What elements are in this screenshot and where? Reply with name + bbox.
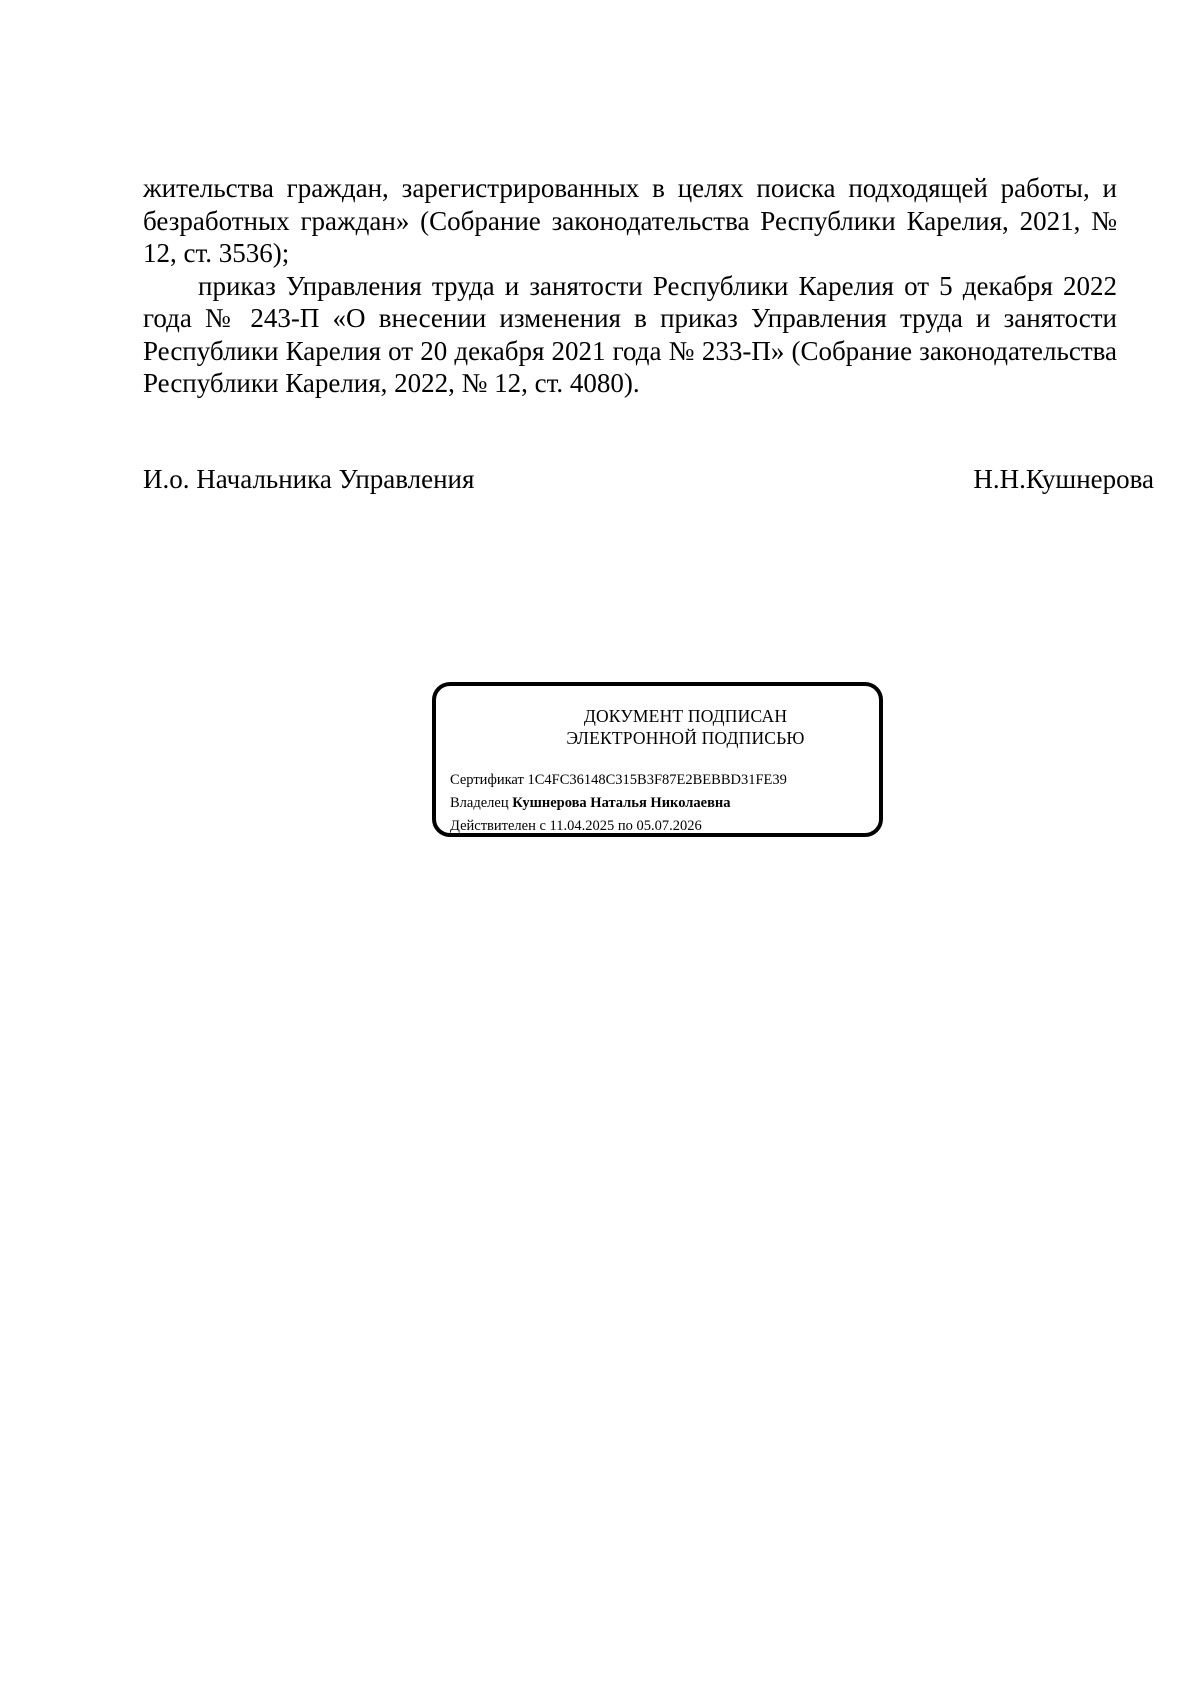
valid-to-label: по [617,818,633,834]
certificate-value: 1C4FC36148C315B3F87E2BEBBD31FE39 [527,772,787,788]
paragraph-continuation: жительства граждан, зарегистрированных в целях поиска подходящей работы, и безработных граждан» (Собрание законодательства Республики Карелия, 2021, № 12, ст. 3536); [143,173,1117,268]
stamp-title-line1: ДОКУМЕНТ ПОДПИСАН [583,706,788,726]
paragraph-order-reference: приказ Управления труда и занятости Республики Карелия от 5 декабря 2022 года № 243-П «О внесении изменения в приказ Управления труда и занятости Республики Карелия от 20 декабря 2021 года № 233-П» (Собрание законодательства Республики Карелия, 2022, № 12, ст. 4080). [143,270,1117,398]
stamp-validity-line [450,815,787,838]
stamp-details [450,769,787,838]
stamp-title-line2: ЭЛЕКТРОННОЙ ПОДПИСЬЮ [566,728,805,748]
valid-to-date: 05.07.2026 [636,818,702,834]
owner-value: Кушнерова Наталья Николаевна [512,795,731,811]
owner-label: Владелец [450,795,509,811]
valid-from-date: 11.04.2025 [549,818,615,834]
signatory-position: И.о. Начальника Управления [143,464,475,494]
signature-block [143,463,1154,495]
document-body [143,172,1117,400]
electronic-signature-stamp [432,682,883,837]
valid-label: Действителен [450,818,536,834]
signatory-name: Н.Н.Кушнерова [973,464,1154,494]
valid-from-label: с [539,818,546,834]
stamp-title [436,705,879,749]
stamp-owner-line [450,792,787,815]
stamp-certificate-line [450,769,787,792]
certificate-label: Сертификат [450,772,524,788]
